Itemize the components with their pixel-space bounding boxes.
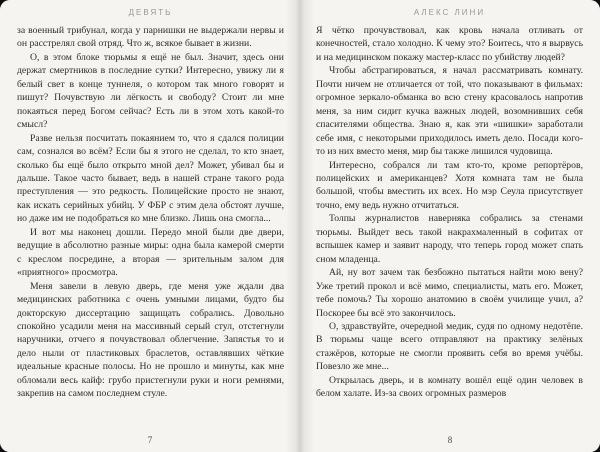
- left-page-text: [17, 24, 284, 422]
- paragraph: Ай, ну вот зачем так безбожно пытаться найти мою вену? Уже третий прокол и всё мимо, специалисты, мать его. Может, тебе помочь? Ты хорошо анатомию в своём училище учил, а? Поскорее бы всё это закончилось.: [316, 267, 583, 319]
- paragraph: Толпы журналистов наверняка собрались за стенами тюрьмы. Выйдет весь такой накрахмаленный в софитах от вспышек камер и заявит народу, что теперь город может спать сном младенца.: [316, 213, 583, 265]
- paragraph: Разве нельзя посчитать покаянием то, что я сдался полиции сам, сознался во всём? Если бы я этого не сделал, то кто знает, сколько бы ещё было открыто мной дел? Может, убивал бы и дальше. Такое часто бывает, ведь в нашей стране такого рода преступления — это редкость. Полицейские просто не знают, как искать серийных убийц. У ФБР с этим дела обстоят лучше, но даже им не подобраться ко мне близко. Лишь она смогла...: [17, 132, 284, 225]
- paragraph: Открылась дверь, и в комнату вошёл ещё один человек в белом халате. Из-за своих огромных размеров: [316, 374, 583, 400]
- paragraph: О, в этом блоке тюрьмы я ещё не был. Значит, здесь они держат смертников в последние сутки? Интересно, увижу ли я белый свет в конце туннеля, о котором так много говорят и пишут? Почувствую ли лёгкость и свободу? Стоит ли мне покаяться перед Богом сейчас? Есть ли в этом хоть какой-то смысл?: [17, 51, 284, 131]
- paragraph: Я чётко прочувствовал, как кровь начала отливать от конечностей, стало холодно. К чему это? Боитесь, что я вырвусь и на медицинском покажу мастер-класс по убийству людей?: [316, 25, 583, 63]
- paragraph: И вот мы наконец дошли. Передо мной были две двери, ведущие в абсолютно разные миры: одна была камерой смерти с креслом посредине, а вторая — зрительным залом для «приятного» просмотра.: [17, 226, 284, 279]
- paragraph: Меня завели в левую дверь, где меня уже ждали два медицинских работника с очень умными лицами, будто бы докторскую диссертацию защищать собрались. Довольно спокойно усадили меня на массивный серый стул, отстегнули наручники, отчего я почувствовал облегчение. Запястья то и дело ныли от пластиковых браслетов, оставлявших чёткие идеальные красные полосы. Но не прошло и минуты, как мне обломали весь кайф: грубо пристегнули руки и ноги ремнями, закрепив на самом последнем стуле.: [17, 280, 284, 400]
- paragraph: Чтобы абстрагироваться, я начал рассматривать комнату. Почти ничем не отличается от той, что показывают в фильмах: огромное зеркало-обманка во всю стену красовалось напротив меня, за ним сидит кучка важных людей, возомнивших себя спасителями общества. Знаю я, как эти «шишки» заработали себе имя, с некоторыми приходилось иметь дело. Посади кого-то из них вместо меня, мир бы также лишился чудовища.: [316, 65, 583, 158]
- right-page-number: 8: [447, 435, 453, 445]
- paragraph: О, здравствуйте, очередной медик, судя по одному недотёпе. В тюрьмы чаще всего отправляют на практику зелёных стажёров, которые не смогли проявить себя во время учёбы. Повезло же мне...: [316, 320, 583, 373]
- right-page-text: [316, 24, 583, 422]
- paragraph: Интересно, собрался ли там кто-то, кроме репортёров, полицейских и американцев? Хотя комната там не была большой, чтобы вместить их всех. Но мэр Сеула присутствует точно, ему ведь нужно отчитаться.: [316, 159, 583, 211]
- paragraph: за военный трибунал, когда у парнишки не выдержали нервы и он расстрелял свой отряд. Что ж, всякое бывает в жизни.: [17, 25, 284, 50]
- left-page-number: 7: [147, 435, 153, 445]
- author-running-header: АЛЕКС ЛИНИ: [413, 8, 486, 17]
- chapter-running-header: ДЕВЯТЬ: [128, 8, 173, 17]
- right-page[interactable]: [300, 0, 600, 452]
